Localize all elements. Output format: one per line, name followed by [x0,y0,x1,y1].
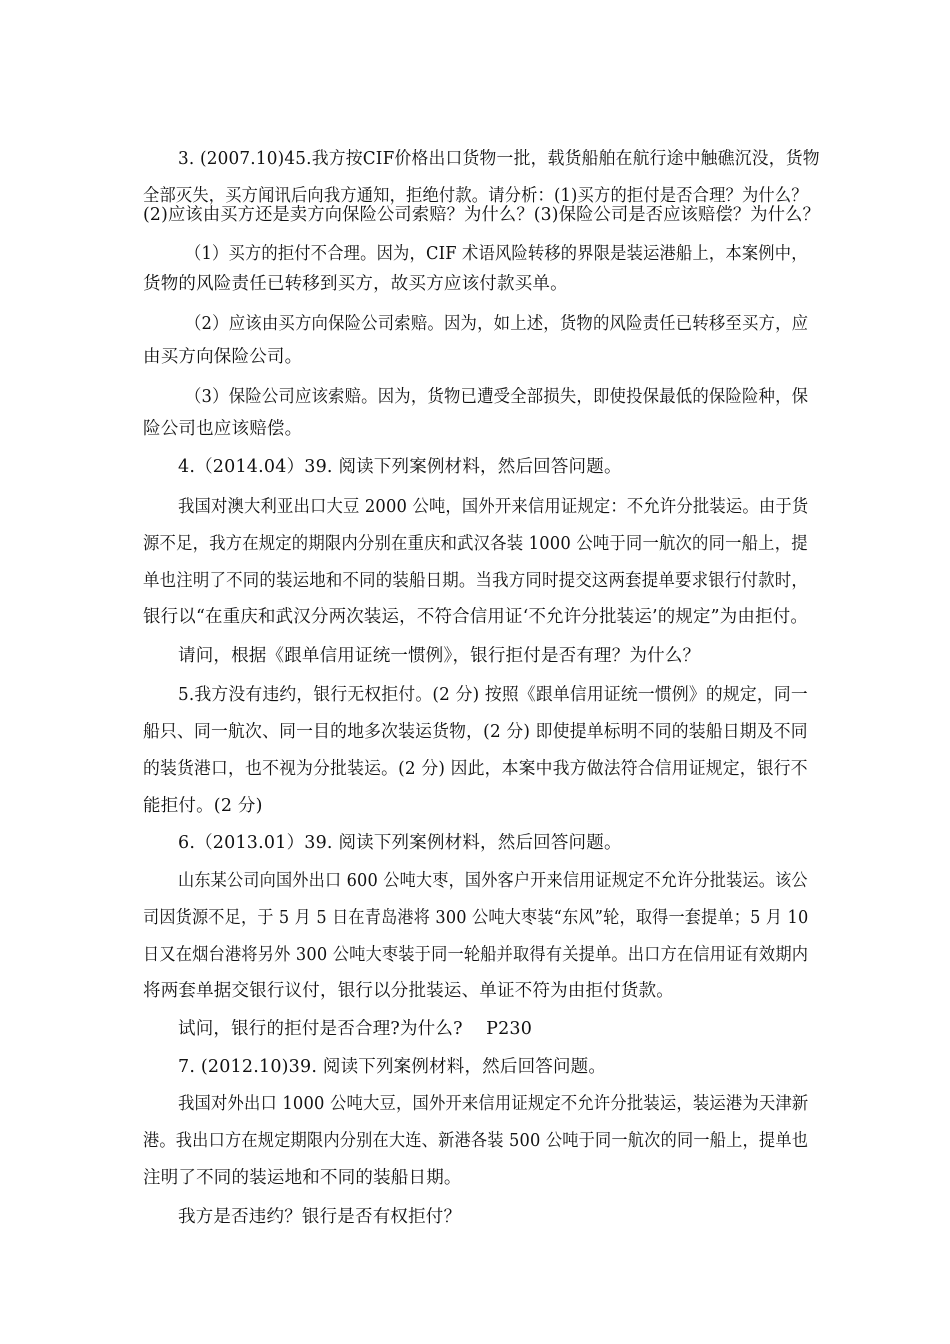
q3-title-line-1: 3. (2007.10)45.我方按CIF价格出口货物一批，载货船舶在航行途中触礁沉没，货物 [178,149,820,169]
q4-body-line-1: 我国对澳大利亚出口大豆 2000 公吨，国外开来信用证规定：不允许分批装运。由于货 [178,497,809,517]
q4-body-line-3: 单也注明了不同的装运地和不同的装船日期。当我方同时提交这两套提单要求银行付款时， [143,571,808,591]
q7-question: 我方是否违约？银行是否有权拒付？ [178,1207,462,1227]
q7-body-line-1: 我国对外出口 1000 公吨大豆，国外开来信用证规定不允许分批装运，装运港为天津新 [178,1094,809,1114]
q3-answer-3-line-2: 险公司也应该赔偿。 [143,419,303,439]
q6-body-line-3: 日又在烟台港将另外 300 公吨大枣装于同一轮船并取得有关提单。出口方在信用证有效期内 [143,945,809,965]
q3-answer-2-line-1: （2）应该由买方向保险公司索赔。因为，如上述，货物的风险责任已转移至买方，应 [185,314,809,334]
q4-body-line-4: 银行以“在重庆和武汉分两次装运，不符合信用证‘不允许分批装运’的规定”为由拒付。 [143,607,809,627]
q6-question: 试问，银行的拒付是否合理?为什么? P230 [178,1019,533,1039]
q3-answer-1-line-1: （1）买方的拒付不合理。因为，CIF 术语风险转移的界限是装运港船上，本案例中， [185,244,808,264]
q6-title: 6.（2013.01）39. 阅读下列案例材料，然后回答问题。 [178,833,622,853]
q3-title-line-2: 全部灭失，买方闻讯后向我方通知，拒绝付款。请分析：(1)买方的拒付是否合理？为什么？ [143,186,808,206]
q4-body-line-2: 源不足，我方在规定的期限内分别在重庆和武汉各装 1000 公吨于同一航次的同一船上，提 [143,534,808,554]
q6-body-line-1: 山东某公司向国外出口 600 公吨大枣，国外客户开来信用证规定不允许分批装运。该公 [178,871,808,891]
q4-question: 请问，根据《跟单信用证统一惯例》，银行拒付是否有理？为什么？ [178,646,701,666]
q3-answer-3-line-1: （3）保险公司应该索赔。因为，货物已遭受全部损失，即使投保最低的保险险种，保 [185,387,809,407]
q7-title: 7. (2012.10)39. 阅读下列案例材料，然后回答问题。 [178,1057,607,1077]
q3-title-line-3: (2)应该由买方还是卖方向保险公司索赔？为什么？(3)保险公司是否应该赔偿？为什么？ [143,205,820,225]
q7-body-line-2: 港。我出口方在规定期限内分别在大连、新港各装 500 公吨于同一航次的同一船上，提单也 [143,1131,809,1151]
q5-answer-line-1: 5.我方没有违约，银行无权拒付。(2 分) 按照《跟单信用证统一惯例》的规定，同一 [178,685,808,705]
q6-body-line-2: 司因货源不足，于 5 月 5 日在青岛港将 300 公吨大枣装“东风”轮，取得一套提单；5 月 10 [143,908,809,928]
q5-answer-line-2: 船只、同一航次、同一目的地多次装运货物，(2 分) 即使提单标明不同的装船日期及不同 [143,722,808,742]
q3-answer-1-line-2: 货物的风险责任已转移到买方，故买方应该付款买单。 [143,274,568,294]
q5-answer-line-3: 的装货港口，也不视为分批装运。(2 分) 因此，本案中我方做法符合信用证规定，银行不 [143,759,808,779]
q4-title: 4.（2014.04）39. 阅读下列案例材料，然后回答问题。 [178,457,622,477]
q7-body-line-3: 注明了不同的装运地和不同的装船日期。 [143,1168,462,1188]
q3-answer-2-line-2: 由买方向保险公司。 [143,347,303,367]
q6-body-line-4: 将两套单据交银行议付，银行以分批装运、单证不符为由拒付货款。 [143,981,674,1001]
q5-answer-line-4: 能拒付。(2 分) [143,796,263,816]
